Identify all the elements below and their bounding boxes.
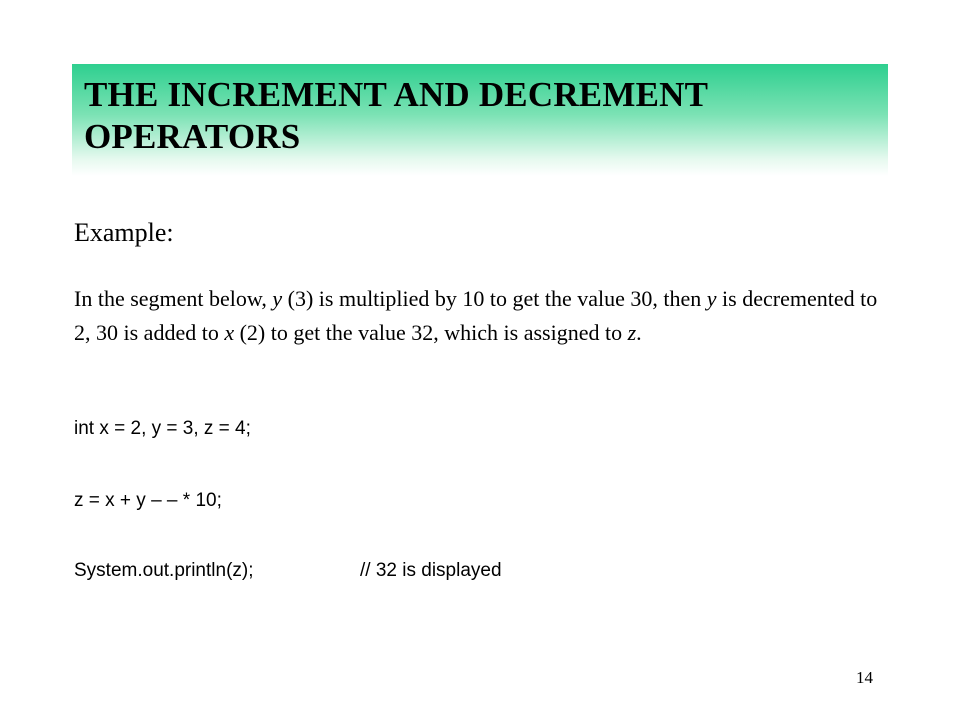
paragraph-text-5: . — [636, 320, 642, 345]
explanation-paragraph — [74, 282, 894, 350]
paragraph-text-3: is decremented to 2, 30 is added to — [74, 286, 878, 345]
code-line-print — [74, 560, 502, 582]
paragraph-text-1: In the segment below, — [74, 286, 273, 311]
print-statement: System.out.println(z); — [74, 560, 254, 581]
variable-z: z — [627, 320, 637, 345]
slide-title: THE INCREMENT AND DECREMENT OPERATORS — [84, 75, 708, 156]
page-number: 14 — [856, 668, 873, 687]
paragraph-text-2: (3) is multiplied by 10 to get the value 30, then — [282, 286, 707, 311]
variable-x: x — [224, 320, 235, 345]
code-comment: // 32 is displayed — [360, 560, 502, 581]
variable-y: y — [706, 286, 717, 311]
example-label: Example: — [74, 218, 174, 247]
variable-y: y — [272, 286, 283, 311]
paragraph-text-4: (2) to get the value 32, which is assigned to — [234, 320, 628, 345]
code-line-assignment: z = x + y – – * 10; — [74, 490, 222, 511]
code-line-declaration: int x = 2, y = 3, z = 4; — [74, 418, 251, 439]
